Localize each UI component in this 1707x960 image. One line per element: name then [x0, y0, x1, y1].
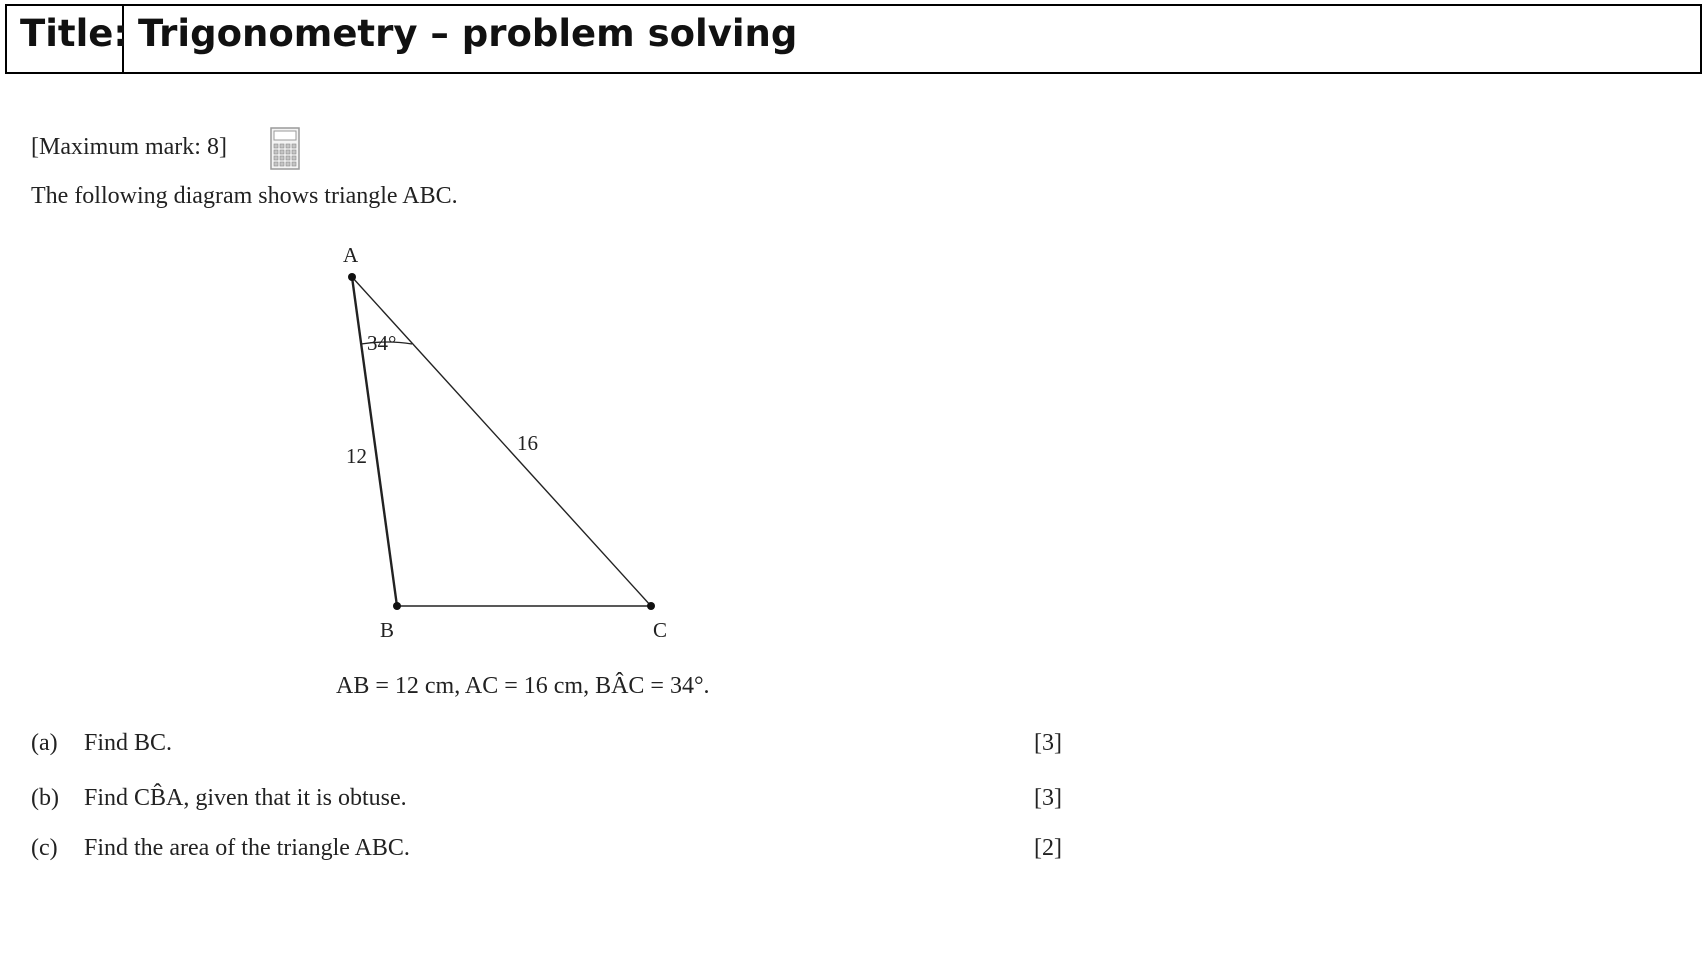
side-ab-label: 12 — [346, 444, 367, 468]
part-label: (a) — [31, 730, 58, 756]
vertex-c-dot — [647, 602, 655, 610]
triangle-diagram — [320, 240, 700, 640]
part-text: Find the area of the triangle ABC. — [84, 835, 410, 861]
vertex-b-dot — [393, 602, 401, 610]
part-mark: [2] — [1034, 835, 1062, 861]
page-title: Trigonometry – problem solving — [138, 12, 798, 55]
part-text: Find CB̂A, given that it is obtuse. — [84, 785, 407, 811]
question-intro: The following diagram shows triangle ABC. — [31, 183, 458, 209]
part-label: (c) — [31, 835, 58, 861]
angle-label: 34° — [367, 331, 397, 355]
side-ac-label: 16 — [517, 431, 538, 455]
given-values: AB = 12 cm, AC = 16 cm, BÂC = 34°. — [336, 673, 710, 699]
side-ac — [352, 277, 651, 606]
vertex-a-label: A — [343, 243, 359, 267]
vertex-c-label: C — [653, 618, 668, 642]
part-mark: [3] — [1034, 785, 1062, 811]
title-bar — [5, 4, 1702, 74]
vertex-b-label: B — [380, 618, 395, 642]
vertex-a-dot — [348, 273, 356, 281]
title-label: Title: — [7, 6, 124, 72]
part-mark: [3] — [1034, 730, 1062, 756]
part-label: (b) — [31, 785, 59, 811]
part-text: Find BC. — [84, 730, 173, 756]
calculator-icon — [270, 127, 300, 170]
max-mark: [Maximum mark: 8] — [31, 134, 227, 160]
side-ab — [352, 277, 397, 606]
